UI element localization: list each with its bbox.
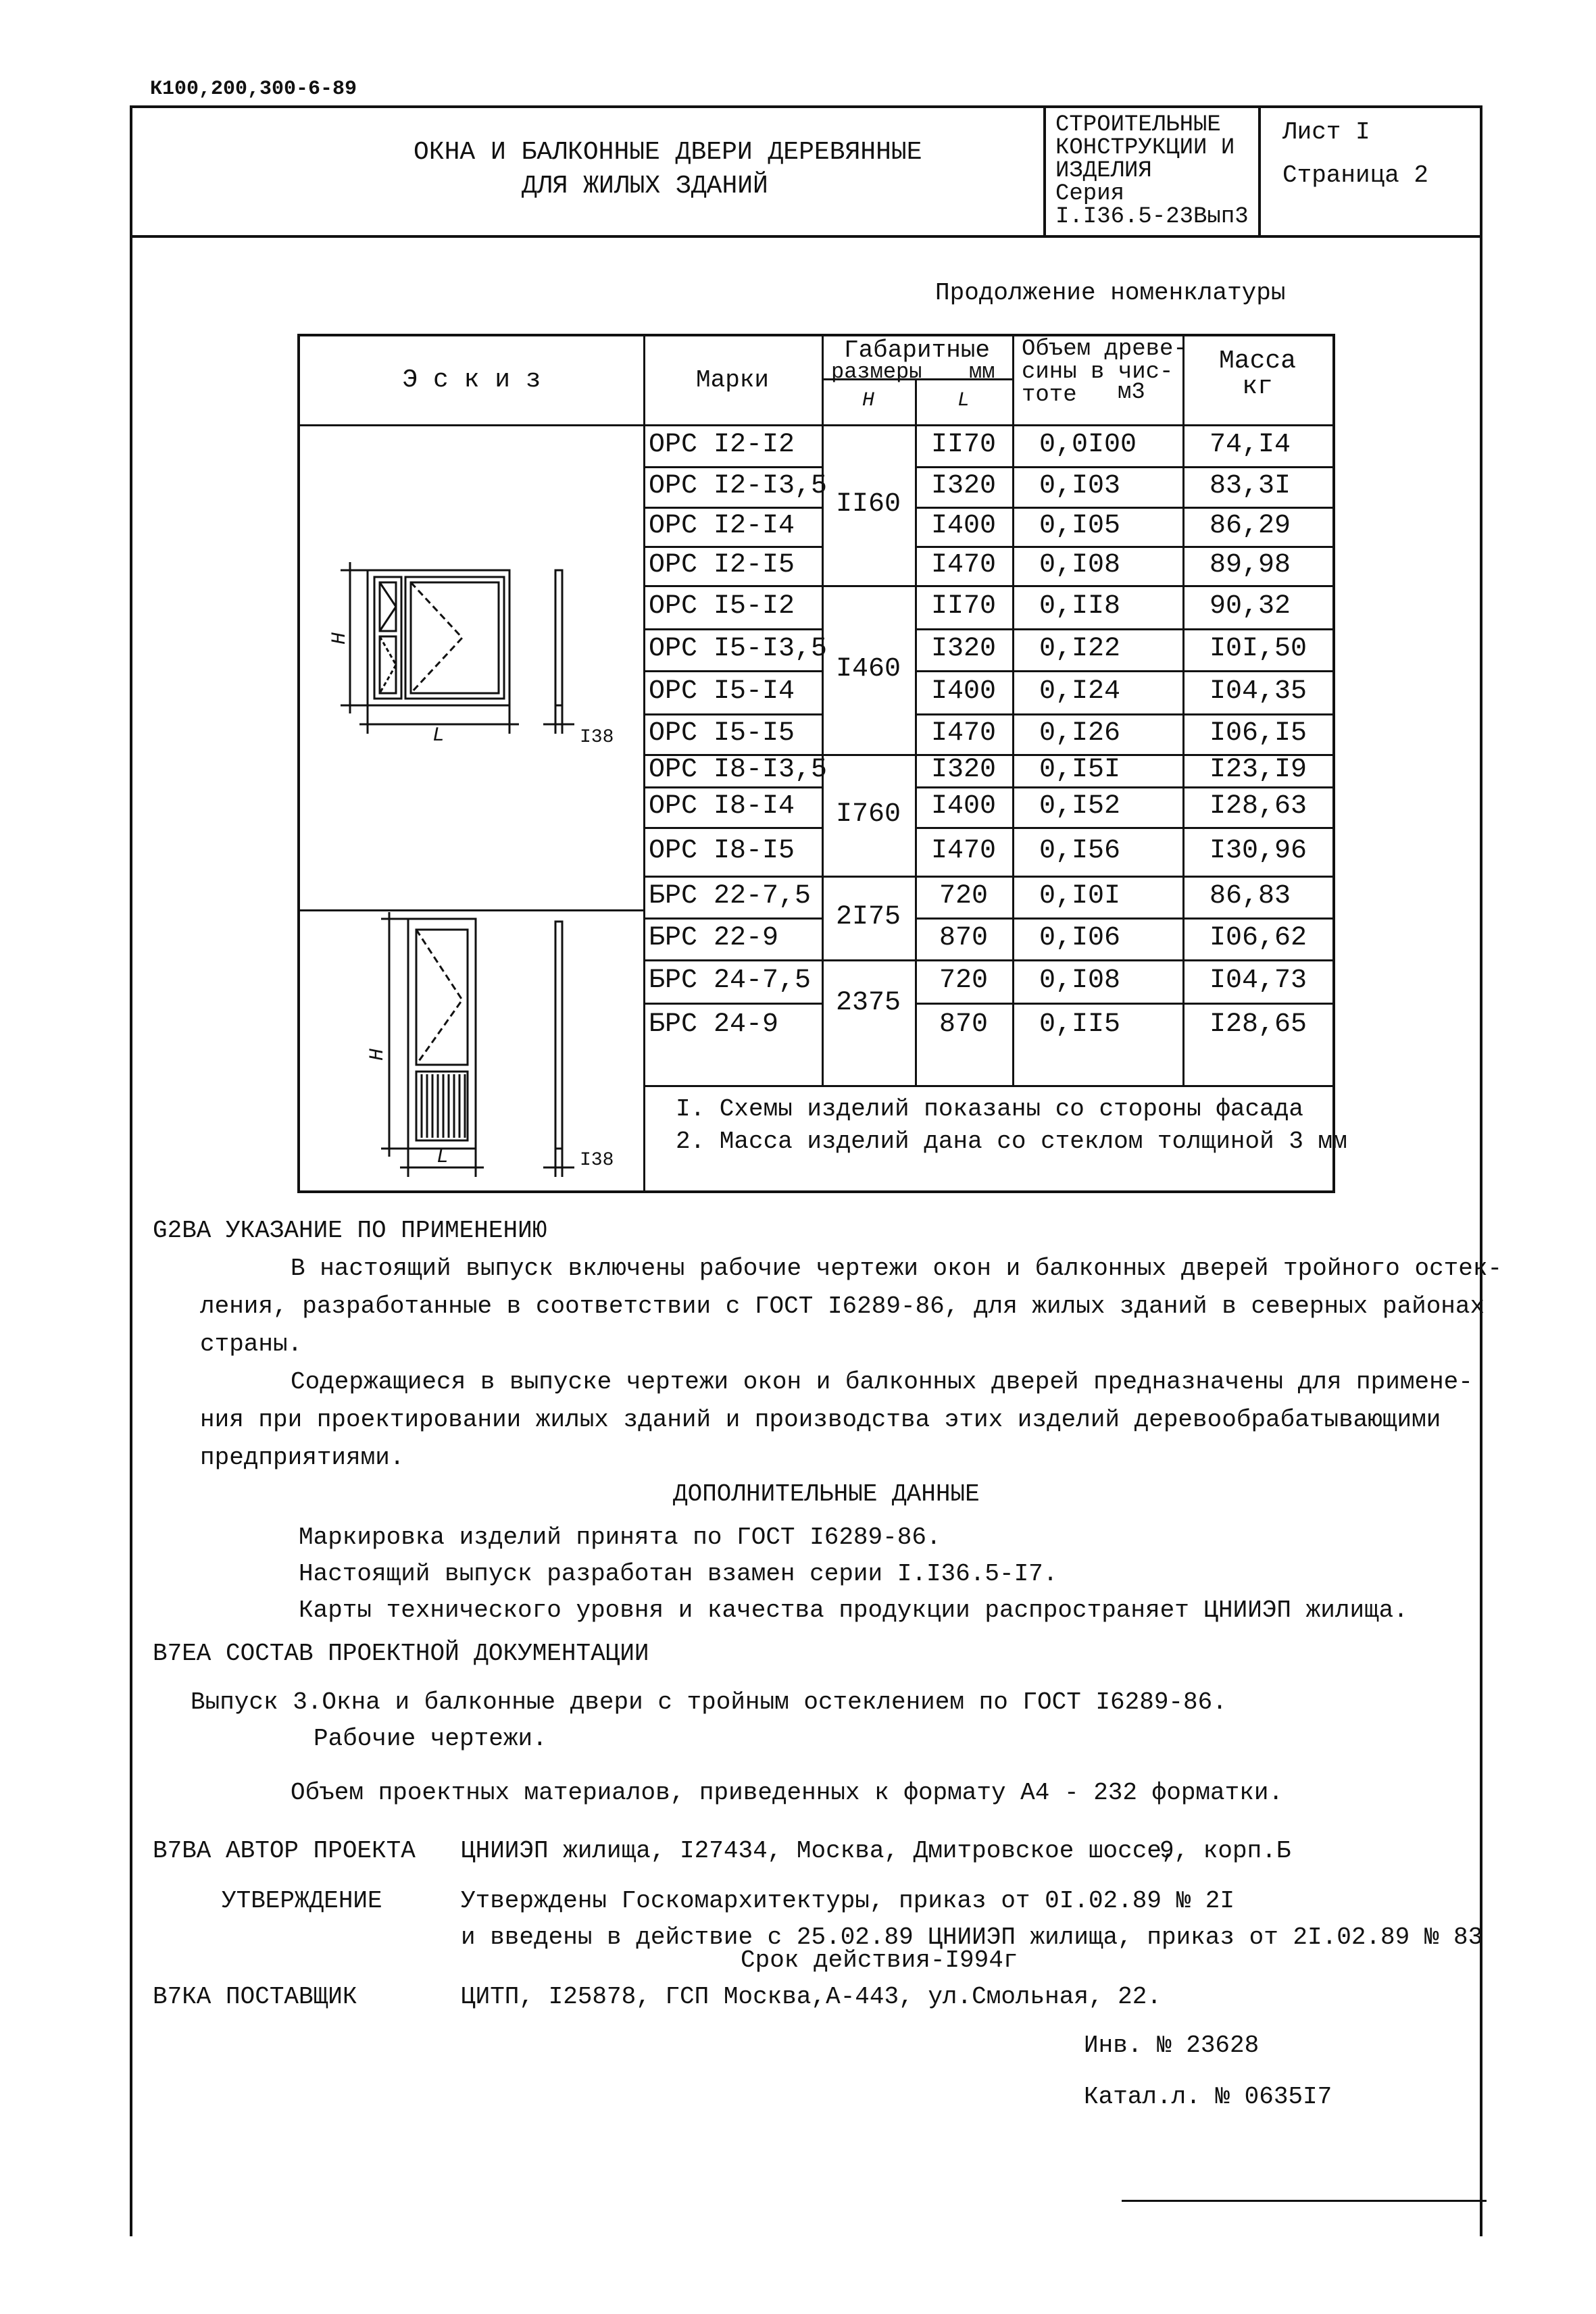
category-line2: КОНСТРУКЦИИ И bbox=[1055, 135, 1235, 161]
window-volume-cell: 0,I05 bbox=[1039, 511, 1121, 541]
header-mark: Марки bbox=[695, 366, 770, 394]
approval-label: УТВЕРЖДЕНИЕ bbox=[222, 1887, 382, 1915]
author-value-end: 9, корп.Б bbox=[1159, 1837, 1291, 1865]
extra-data-line3: Карты технического уровня и качества продукции распространяет ЦНИИЭП жилища. bbox=[299, 1596, 1408, 1624]
door-mark-cell: БРС 24-9 bbox=[649, 1009, 779, 1040]
window-mark-cell: ОРС I2-I4 bbox=[649, 511, 795, 541]
window-mark-cell: ОРС I8-I4 bbox=[649, 791, 795, 822]
extra-data-line2: Настоящий выпуск разработан взамен серии I.I36.5-I7. bbox=[299, 1560, 1058, 1588]
category-line3: ИЗДЕЛИЯ bbox=[1055, 158, 1152, 184]
usage-paragraph2-line2: ния при проектировании жилых зданий и производства этих изделий деревообрабатывающими bbox=[200, 1406, 1441, 1434]
document-code: К100,200,300-6-89 bbox=[150, 78, 357, 101]
section-docs-heading: В7ЕА СОСТАВ ПРОЕКТНОЙ ДОКУМЕНТАЦИИ bbox=[153, 1640, 649, 1667]
extra-data-heading: ДОПОЛНИТЕЛЬНЫЕ ДАННЫЕ bbox=[673, 1480, 980, 1508]
inventory-number: Инв. № 23628 bbox=[1084, 2032, 1260, 2059]
window-height-cell: I760 bbox=[835, 799, 901, 830]
window-mass-cell: 89,98 bbox=[1210, 550, 1291, 580]
window-outer-frame bbox=[368, 570, 509, 705]
header-volume-unit: м3 bbox=[1118, 380, 1145, 405]
window-length-cell: I320 bbox=[930, 471, 996, 501]
sheet-number: Лист I bbox=[1282, 118, 1370, 146]
header-volume-2: сины в чис- bbox=[1022, 359, 1174, 385]
header-sketch: Э с к и з bbox=[402, 366, 541, 395]
door-mass-cell: 86,83 bbox=[1210, 881, 1291, 911]
window-length-cell: I400 bbox=[930, 676, 996, 707]
docs-line2: Рабочие чертежи. bbox=[314, 1725, 547, 1753]
window-volume-cell: 0,I03 bbox=[1039, 471, 1121, 501]
door-sketch bbox=[300, 912, 643, 1188]
doc-title-line1: ОКНА И БАЛКОННЫЕ ДВЕРИ ДЕРЕВЯННЫЕ bbox=[414, 138, 922, 167]
window-mass-cell: I28,63 bbox=[1210, 791, 1307, 822]
header-mass-unit: кг bbox=[1242, 372, 1273, 401]
approval-line3: Срок действия-I994г bbox=[741, 1946, 1018, 1974]
usage-paragraph1-line1: В настоящий выпуск включены рабочие чертежи окон и балконных дверей тройного остек- bbox=[291, 1255, 1503, 1282]
window-volume-cell: 0,I22 bbox=[1039, 634, 1121, 664]
header-h: H bbox=[862, 389, 874, 412]
door-volume-cell: 0,II5 bbox=[1039, 1009, 1121, 1040]
window-volume-cell: 0,I26 bbox=[1039, 718, 1121, 749]
usage-paragraph2-line3: предприятиями. bbox=[200, 1444, 405, 1472]
window-height-cell: I460 bbox=[835, 654, 901, 684]
door-length-cell: 720 bbox=[939, 881, 988, 911]
window-mark-cell: ОРС I5-I2 bbox=[649, 591, 795, 622]
window-length-cell: II70 bbox=[930, 430, 996, 460]
window-h-label: H bbox=[328, 632, 352, 645]
window-mass-cell: I23,I9 bbox=[1210, 755, 1307, 785]
nomenclature-table bbox=[297, 334, 1347, 1193]
door-volume-cell: 0,I08 bbox=[1039, 965, 1121, 996]
window-mass-cell: I0I,50 bbox=[1210, 634, 1307, 664]
window-mark-cell: ОРС I2-I3,5 bbox=[649, 471, 828, 501]
header-dimensions: Габаритные bbox=[843, 336, 991, 364]
header-volume-1: Объем древе- bbox=[1022, 336, 1187, 362]
window-mark-cell: ОРС I5-I4 bbox=[649, 676, 795, 707]
extra-data-line1: Маркировка изделий принята по ГОСТ I6289-86. bbox=[299, 1524, 941, 1551]
supplier-label: В7КА ПОСТАВЩИК bbox=[153, 1983, 357, 2011]
usage-paragraph1-line3: страны. bbox=[200, 1330, 303, 1358]
window-mark-cell: ОРС I8-I5 bbox=[649, 836, 795, 866]
window-mass-cell: 90,32 bbox=[1210, 591, 1291, 622]
header-l: L bbox=[957, 389, 970, 412]
window-volume-cell: 0,I5I bbox=[1039, 755, 1121, 785]
door-mass-cell: I04,73 bbox=[1210, 965, 1307, 996]
title-block bbox=[130, 105, 1480, 238]
approval-line2: и введены в действие с 25.02.89 ЦНИИЭП жилища, приказ от 2I.02.89 № 83 bbox=[461, 1923, 1483, 1951]
bottom-rule bbox=[1122, 2200, 1487, 2202]
table-note-2: 2. Масса изделий дана со стеклом толщиной 3 мм bbox=[676, 1128, 1347, 1155]
door-mark-cell: БРС 24-7,5 bbox=[649, 965, 812, 996]
window-volume-cell: 0,I08 bbox=[1039, 550, 1121, 580]
window-volume-cell: 0,I24 bbox=[1039, 676, 1121, 707]
window-length-cell: I400 bbox=[930, 511, 996, 541]
catalog-number: Катал.л. № 0635I7 bbox=[1084, 2083, 1332, 2111]
window-length-cell: I470 bbox=[930, 836, 996, 866]
door-length-cell: 870 bbox=[939, 1009, 988, 1040]
usage-paragraph2-line1: Содержащиеся в выпуске чертежи окон и балконных дверей предназначены для примене- bbox=[291, 1368, 1473, 1396]
docs-line3: Объем проектных материалов, приведенных к формату А4 - 232 форматки. bbox=[291, 1779, 1284, 1807]
window-length-cell: II70 bbox=[930, 591, 996, 622]
window-mass-cell: I06,I5 bbox=[1210, 718, 1307, 749]
door-length-cell: 720 bbox=[939, 965, 988, 996]
header-dimensions-2: размеры bbox=[831, 359, 922, 384]
window-volume-cell: 0,0I00 bbox=[1039, 430, 1137, 460]
window-length-cell: I470 bbox=[930, 718, 996, 749]
door-volume-cell: 0,I0I bbox=[1039, 881, 1121, 911]
window-sketch bbox=[300, 427, 643, 908]
door-mass-cell: I28,65 bbox=[1210, 1009, 1307, 1040]
window-length-cell: I470 bbox=[930, 550, 996, 580]
doc-title-line2: ДЛЯ ЖИЛЫХ ЗДАНИЙ bbox=[522, 172, 768, 201]
header-mass: Масса bbox=[1218, 347, 1297, 376]
section-usage-heading: G2ВА УКАЗАНИЕ ПО ПРИМЕНЕНИЮ bbox=[153, 1217, 547, 1244]
table-note-1: I. Схемы изделий показаны со стороны фасада bbox=[676, 1095, 1303, 1123]
door-length-cell: 870 bbox=[939, 923, 988, 953]
author-value: ЦНИИЭП жилища, I27434, Москва, Дмитровское шоссе, bbox=[461, 1837, 1176, 1865]
approval-line1: Утверждены Госкомархитектуры, приказ от 0I.02.89 № 2I bbox=[461, 1887, 1235, 1915]
window-section bbox=[555, 570, 562, 705]
window-mass-cell: 83,3I bbox=[1210, 471, 1291, 501]
page-number: Страница 2 bbox=[1282, 161, 1429, 189]
door-height-cell: 2I75 bbox=[835, 902, 901, 932]
docs-line1: Выпуск 3.Окна и балконные двери с тройным остеклением по ГОСТ I6289-86. bbox=[191, 1688, 1227, 1716]
door-section bbox=[555, 922, 562, 1149]
door-l-label: L bbox=[437, 1146, 449, 1169]
window-mass-cell: I30,96 bbox=[1210, 836, 1307, 866]
window-mark-cell: ОРС I5-I3,5 bbox=[649, 634, 828, 664]
window-mark-cell: ОРС I2-I5 bbox=[649, 550, 795, 580]
window-volume-cell: 0,II8 bbox=[1039, 591, 1121, 622]
window-mass-cell: 74,I4 bbox=[1210, 430, 1291, 460]
door-depth-label: I38 bbox=[580, 1150, 614, 1171]
window-length-cell: I320 bbox=[930, 755, 996, 785]
door-mark-cell: БРС 22-9 bbox=[649, 923, 779, 953]
door-mass-cell: I06,62 bbox=[1210, 923, 1307, 953]
window-mark-cell: ОРС I2-I2 bbox=[649, 430, 795, 460]
window-mark-cell: ОРС I5-I5 bbox=[649, 718, 795, 749]
window-length-cell: I400 bbox=[930, 791, 996, 822]
window-height-cell: II60 bbox=[835, 489, 901, 520]
window-l-label: L bbox=[432, 724, 445, 747]
header-dimensions-unit: мм bbox=[969, 359, 995, 384]
door-h-label: H bbox=[366, 1048, 390, 1061]
window-volume-cell: 0,I56 bbox=[1039, 836, 1121, 866]
series-label: Серия bbox=[1055, 181, 1125, 207]
window-length-cell: I320 bbox=[930, 634, 996, 664]
window-mark-cell: ОРС I8-I3,5 bbox=[649, 755, 828, 785]
category-line1: СТРОИТЕЛЬНЫЕ bbox=[1055, 112, 1221, 138]
door-height-cell: 2375 bbox=[835, 988, 901, 1018]
series-value: I.I36.5-23Вып3 bbox=[1055, 204, 1249, 230]
header-volume-3: тоте bbox=[1022, 382, 1077, 408]
table-caption: Продолжение номенклатуры bbox=[935, 279, 1286, 307]
window-mass-cell: I04,35 bbox=[1210, 676, 1307, 707]
door-mark-cell: БРС 22-7,5 bbox=[649, 881, 812, 911]
usage-paragraph1-line2: ления, разработанные в соответствии с ГОСТ I6289-86, для жилых зданий в северных районах bbox=[200, 1292, 1485, 1320]
door-volume-cell: 0,I06 bbox=[1039, 923, 1121, 953]
window-mass-cell: 86,29 bbox=[1210, 511, 1291, 541]
supplier-value: ЦИТП, I25878, ГСП Москва,А-443, ул.Смольная, 22. bbox=[461, 1983, 1162, 2011]
author-label: В7ВА АВТОР ПРОЕКТА bbox=[153, 1837, 416, 1865]
window-depth-label: I38 bbox=[580, 727, 614, 748]
window-volume-cell: 0,I52 bbox=[1039, 791, 1121, 822]
